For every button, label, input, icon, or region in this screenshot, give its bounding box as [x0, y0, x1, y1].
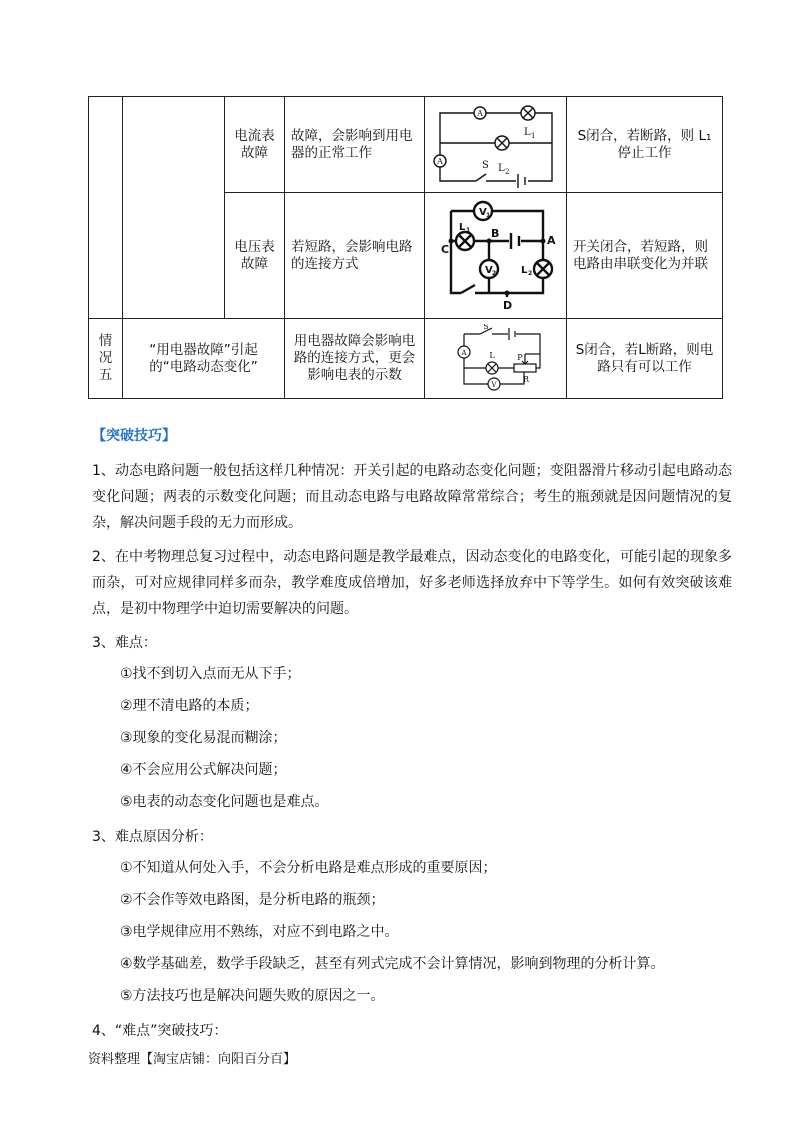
- list-item: ③电学规律应用不熟练，对应不到电路之中。: [120, 924, 399, 940]
- table-row: [89, 319, 723, 399]
- ammeter-label: A: [436, 156, 443, 166]
- voltmeter-v2-subscript: 2: [491, 269, 496, 277]
- note-cell: 开关闭合，若短路，则电路由串联变化为并联: [567, 193, 723, 319]
- voltmeter-v1-label: V: [478, 206, 487, 218]
- table-row: [89, 97, 723, 193]
- fault-type-cell: 电流表故障: [225, 97, 285, 193]
- list-item: ①找不到切入点而无从下手；: [120, 666, 301, 682]
- lamp-l1-label: L: [458, 221, 465, 233]
- lamp-l2-label: L: [497, 162, 505, 174]
- fault-table: [88, 96, 723, 399]
- voltmeter-circuit-diagram: [433, 197, 559, 315]
- note-cell: S闭合，若断路，则 L₁停止工作: [567, 97, 723, 193]
- lamp-fault-circuit-diagram: [442, 324, 550, 394]
- list-item: ①不知道从何处入手，不会分析电路是难点形成的重要原因；: [120, 860, 497, 876]
- switch-s-label: S: [482, 323, 489, 331]
- circuit-figure-cell: [425, 97, 567, 193]
- effect-cell: 若短路，会影响电路的连接方式: [285, 193, 425, 319]
- list-item: ④数学基础差，数学手段缺乏，甚至有列式完成不会计算情况，影响到物理的分析计算。: [120, 956, 665, 972]
- point-c-label: C: [440, 242, 449, 256]
- effect-cell: 用电器故障会影响电路的连接方式，更会影响电表的示数: [285, 319, 425, 399]
- ammeter-label: A: [460, 348, 467, 357]
- list-item: ④不会应用公式解决问题；: [120, 762, 287, 778]
- ammeter-label: A: [476, 108, 483, 118]
- paragraph-1: 1、动态电路问题一般包括这样几种情况：开关引起的电路动态变化问题；变阻器滑片移动引起电路动态变化问题；两表的示数变化问题；而且动态电路与电路故障常常综合；考生的瓶颈就是因问题情况的复杂，解决问题手段的无力而形成。: [92, 463, 732, 531]
- resistor-r-label: R: [522, 374, 529, 384]
- list-item: ③现象的变化易混而糊涂；: [120, 730, 287, 746]
- lamp-l1-label: L: [523, 126, 531, 138]
- note-cell: S闭合，若L断路，则电路只有可以工作: [567, 319, 723, 399]
- circuit-figure-cell: [425, 193, 567, 319]
- paragraph-2: 2、在中考物理总复习过程中，动态电路问题是教学最难点，因动态变化的电路变化，可能引起的现象多而杂，可对应规律同样多而杂，教学难度成倍增加，好多老师选择放弃中下等学生。如何有效突破该难点，是初中物理学中迫切需要解决的问题。: [92, 549, 732, 617]
- page-footer: 资料整理【淘宝店铺：向阳百分百】: [88, 1052, 297, 1067]
- lamp-l1-subscript: 1: [530, 131, 535, 140]
- ammeter-circuit-diagram: [432, 101, 560, 189]
- lamp-l2-subscript: 2: [527, 269, 532, 277]
- lamp-l1-subscript: 1: [465, 226, 470, 234]
- lamp-l-label: L: [488, 350, 495, 360]
- difficulty-title: 3、难点：: [92, 635, 157, 651]
- fault-type-cell: “用电器故障”引起的“电路动态变化”: [123, 319, 285, 399]
- breakthrough-section: [92, 426, 732, 1052]
- cause-analysis-title: 3、难点原因分析：: [92, 829, 213, 845]
- point-d-label: D: [502, 298, 512, 312]
- list-item: ②不会作等效电路图，是分析电路的瓶颈；: [120, 892, 385, 908]
- lamp-l2-label: L: [520, 264, 527, 276]
- case-label-cell: 情况五: [89, 319, 123, 399]
- circuit-figure-cell: [425, 319, 567, 399]
- point-b-label: B: [490, 226, 499, 240]
- voltmeter-label: V: [490, 380, 497, 389]
- lamp-l2-subscript: 2: [504, 167, 509, 176]
- fault-type-cell: 电压表故障: [225, 193, 285, 319]
- voltmeter-v2-label: V: [484, 264, 493, 276]
- list-item: ②理不清电路的本质；: [120, 698, 259, 714]
- table-cell-empty: [123, 97, 225, 319]
- techniques-title: 4、“难点”突破技巧：: [92, 1023, 228, 1039]
- list-item: ⑤方法技巧也是解决问题失败的原因之一。: [120, 988, 385, 1004]
- switch-s-label: S: [481, 159, 489, 171]
- list-item: ⑤电表的动态变化问题也是难点。: [120, 794, 329, 810]
- effect-cell: 故障，会影响到用电器的正常工作: [285, 97, 425, 193]
- voltmeter-v1-subscript: 1: [485, 211, 490, 219]
- section-heading: 【突破技巧】: [92, 428, 176, 444]
- point-a-label: A: [546, 233, 556, 247]
- slider-p-label: P: [516, 352, 523, 362]
- table-cell-empty: [89, 97, 123, 319]
